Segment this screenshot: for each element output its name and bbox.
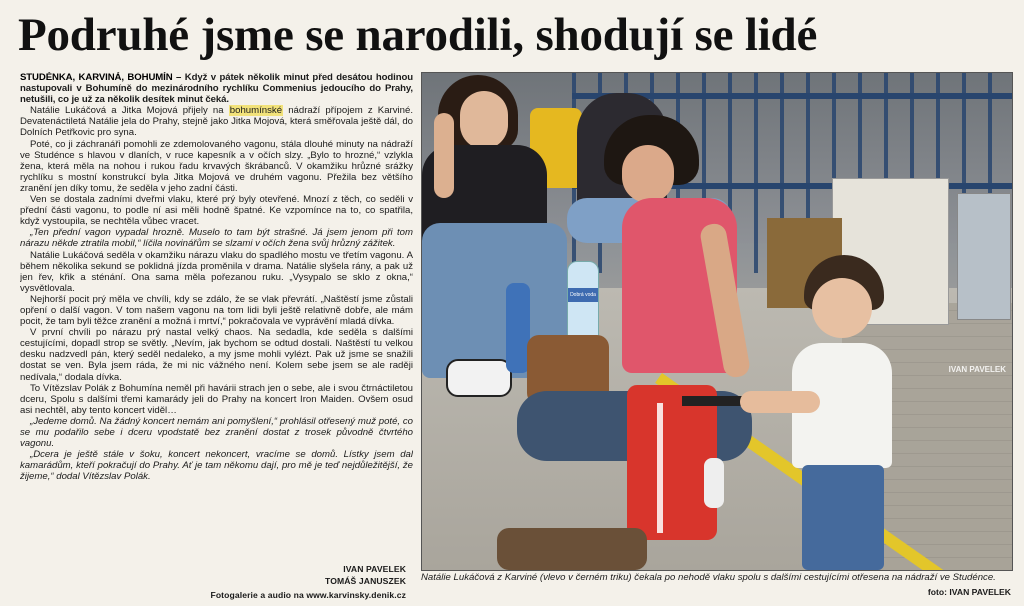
article-paragraph-8: To Vítězslav Polák z Bohumína neměl při havárii strach jen o sebe, ale i svou čtrnáctiletou dceru, Spolu s dalšími třemi kamarády jeli do Prahy na koncert Iron Maiden. Ovšem osud asi nechtěl, aby tento koncert viděl… [20, 382, 413, 416]
jitka-face [622, 145, 674, 203]
article-paragraph-6: Nejhorší pocit prý měla ve chvíli, kdy se zdálo, že se vlak převrátí. „Naštěstí jsme zůstali opření o další vagon. V tom našem vagonu na tom lidi byli ještě relativně dobře, ale mám pocit, že tam byli těžce zranění a možná i mrtví,“ pokračovala ve vyprávění mladá dívka. [20, 293, 413, 328]
article-paragraph-9: „Jedeme domů. Na žádný koncert nemám ani pomyšlení,“ prohlásil otřesený muž poté, co se mu podařilo sebe i dceru vpodstatě bez zranění dostat z trosek původně čtvrtého vagonu. [20, 415, 413, 450]
article-lead [20, 72, 413, 105]
natalie-face [460, 91, 508, 149]
byline-author-1: IVAN PAVELEK [343, 564, 406, 574]
trash-bin-2 [957, 193, 1011, 320]
article-paragraph-2: Poté, co ji záchranáři pomohli ze zdemolovaného vagonu, stála dlouhé minuty na nádraží ve Studénce s hlavou v dlaních, v ruce kapesník a v očích slzy. „Bylo to hrozné,“ vzlykla žena, která měla na nohou i rukou řadu krvavých škrábanců. V okamžiku hrůzné srážky rychlíku s mostní konstrukcí byla Jitka Mojová ve druhém vagonu. Přežila bez většího zranění jen díky tomu, že seděla v jeho zadní části. [20, 138, 413, 194]
jitka-shoe [704, 458, 724, 508]
article-paragraph-3: Ven se dostala zadními dveřmi vlaku, které prý byly otevřené. Mnozí z těch, co seděli v přední části vagonu, to podle ní asi měli hodně špatné. Ke vzpomínce na to, co spatřila, když vystoupila, se nechtěla vůbec vracet. [20, 194, 413, 228]
boy-arm [740, 391, 820, 413]
gallery-link[interactable]: Fotogalerie a audio na www.karvinsky.denik.cz [210, 590, 406, 600]
boy-face [812, 278, 872, 338]
belt [682, 396, 742, 406]
lead-text: Když v pátek několik minut před desátou hodinou nastupovali v Bohumíně do mezinárodního rychlíku Commenius jedoucího do Prahy, netušili, co je už za několik desítek minut čeká. [20, 72, 413, 106]
article-paragraph-1 [20, 105, 413, 138]
article-paragraph-10: „Dcera je ještě stále v šoku, koncert nekoncert, vracíme se domů. Lístky jsem dal kamarádům, kteří pokračují do Prahy. Ať je tam někomu dají, pro mě je teď nejdůležitější, že žijeme,“ dodal Vítězslav Polák. [20, 449, 413, 483]
byline-author-2: TOMÁŠ JANUSZEK [325, 576, 406, 586]
natalie-shoe [446, 359, 512, 397]
natalie-arm [434, 113, 454, 198]
lead-place: STUDÉNKA, KARVINÁ, BOHUMÍN – [20, 72, 185, 83]
article-paragraph-7: V první chvíli po nárazu prý nastal velký chaos. Na sedadla, kde seděla s dalšími cestujícími, dopadl strop se světly. „Nevím, jak bychom se odtud dostali. Naštěstí tu velkou desku nadzvedl pán, který seděl nedaleko, a my jsme mohli vylézt. Pak už jsme se snažili dostat se ven. Byla jsem ráda, že mi nic vážného není. Kolem sebe jsem se ale raději nedívala,“ dodala dívka. [20, 327, 413, 383]
boy-jeans [802, 465, 884, 570]
bag-on-ground [497, 528, 647, 570]
photo-credit: foto: IVAN PAVELEK [927, 587, 1011, 597]
article-paragraph-5: Natálie Lukáčová seděla v okamžiku nárazu vlaku do spadlého mostu ve třetím vagonu. A během několika sekund se poklidná jízda proměnila v drama. Natálie slyšela rány, a pak už jen řev, křik a sténání. Ona sama měla pořezanou ruku. „Vysypalo se sklo z okna,“ vysvětlovala. [20, 249, 413, 294]
article-body [20, 72, 413, 584]
red-jacket-stripe [657, 403, 663, 533]
photo-watermark-top: IVAN PAVELEK [948, 365, 1006, 374]
highlighted-word: bohumínské [229, 105, 283, 117]
p1-after: nádraží přípojem z Karviné. Devatenáctiletá Natálie jela do Prahy, stejně jako Jitka Mojová, která směřovala ještě dál, do Dolních Petřkovic pro syna. [20, 105, 413, 139]
water-bottle-label: Dobrá voda [568, 288, 598, 302]
news-photo [421, 72, 1013, 571]
headline: Podruhé jsme se narodili, shodují se lidé [18, 9, 818, 61]
p1-before: Natálie Lukáčová a Jitka Mojová přijely na [30, 105, 229, 117]
photo-caption: Natálie Lukáčová z Karviné (vlevo v černém triku) čekala po nehodě vlaku spolu s dalšími cestujícími otřesena na nádraží ve Studénce. [421, 572, 996, 583]
article-paragraph-4: „Ten přední vagon vypadal hrozně. Muselo to tam být strašné. Já jsem jenom při tom nárazu někde ztratila mobil,“ líčila novinářům se slzami v očích žena svůj hrůzný zážitek. [20, 227, 413, 250]
